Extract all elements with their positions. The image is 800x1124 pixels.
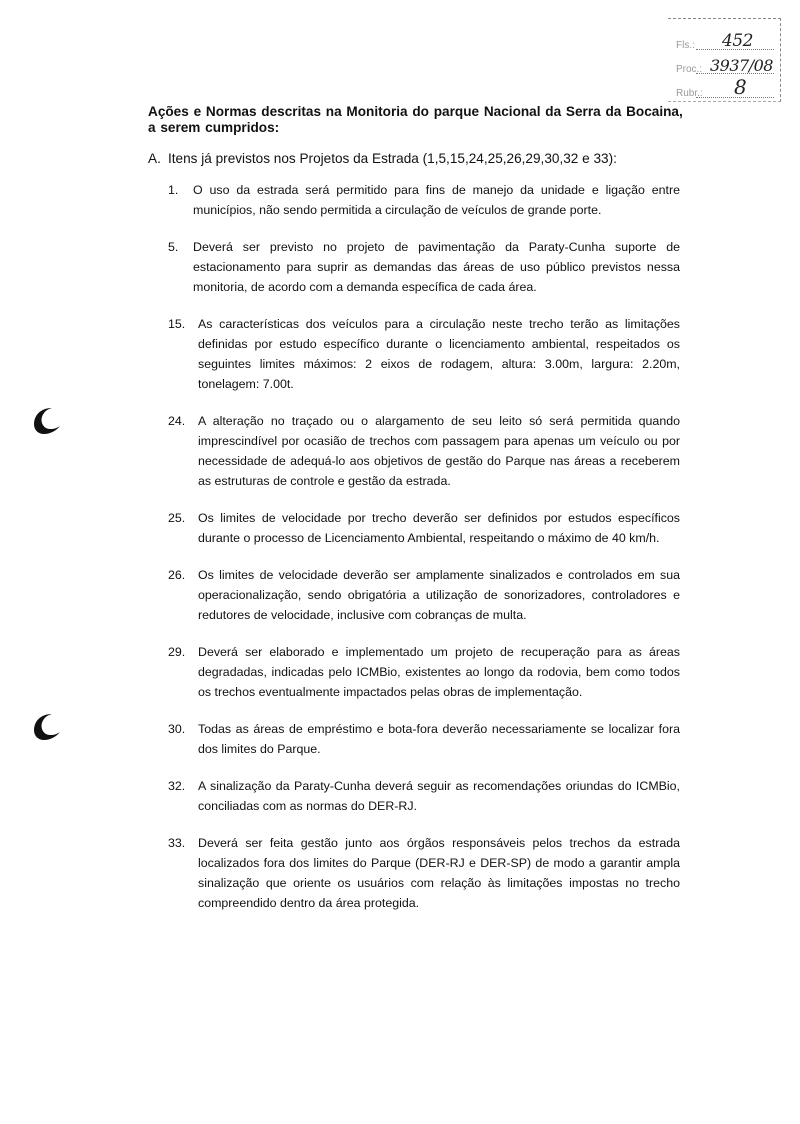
item-text: Os limites de velocidade por trecho deverão ser definidos por estudos específicos durante o processo de Licenciamento Ambiental, respeitando o máximo de 40 km/h. — [198, 511, 680, 545]
item-number: 29. — [168, 645, 186, 659]
stamp-proc-label: Proc.: — [676, 64, 703, 75]
stamp-fls-value: 452 — [722, 31, 753, 51]
list-item — [168, 565, 680, 625]
list-item — [168, 642, 680, 702]
page-stamp — [668, 18, 781, 102]
binder-hole-icon — [30, 710, 64, 744]
item-text: Deverá ser elaborado e implementado um projeto de recuperação para as áreas degradadas, indicadas pelo ICMBio, existentes ao longo da rodovia, bem como todos os trechos eventualmente impactados pelas obras de implementação. — [198, 645, 680, 699]
list-item — [168, 180, 680, 220]
item-number: 25. — [168, 511, 186, 525]
item-number: 30. — [168, 722, 186, 736]
list-item — [168, 508, 680, 548]
list-item — [168, 314, 680, 394]
items-list — [168, 180, 680, 930]
section-heading — [148, 151, 617, 166]
document-title: Ações e Normas descritas na Monitoria do parque Nacional da Serra da Bocaina, a serem cumpridos: — [148, 104, 683, 135]
item-text: Todas as áreas de empréstimo e bota-fora deverão necessariamente se localizar fora dos limites do Parque. — [198, 722, 680, 756]
item-text: Deverá ser feita gestão junto aos órgãos responsáveis pelos trechos da estrada localizados fora dos limites do Parque (DER-RJ e DER-SP) de modo a garantir ampla sinalização que oriente os usuários com relação às limitações impostas no trecho compreendido dentro da área protegida. — [198, 836, 680, 910]
item-text: A alteração no traçado ou o alargamento de seu leito só será permitida quando imprescindível por ocasião de trechos com passagem para apenas um veículo ou por necessidade de adequá-lo aos objetivos de gestão do Parque nas áreas a receberem as estruturas de controle e gestão da estrada. — [198, 414, 680, 488]
item-number: 1. — [168, 183, 179, 197]
stamp-fls-label: Fls.: — [676, 40, 695, 51]
item-text: As características dos veículos para a circulação neste trecho terão as limitações definidas por estudo específico durante o licenciamento ambiental, respeitados os seguintes limites máximos: 2 eixos de rodagem, altura: 3.00m, largura: 2.20m, tonelagem: 7.00t. — [198, 317, 680, 391]
item-text: A sinalização da Paraty-Cunha deverá seguir as recomendações oriundas do ICMBio, conciliadas com as normas do DER-RJ. — [198, 779, 680, 813]
item-number: 15. — [168, 317, 186, 331]
list-item — [168, 411, 680, 491]
stamp-rubric-value: 8 — [734, 75, 747, 99]
list-item — [168, 719, 680, 759]
binder-hole-icon — [30, 404, 64, 438]
section-heading-text: Itens já previstos nos Projetos da Estrada (1,5,15,24,25,26,29,30,32 e 33): — [168, 151, 617, 166]
item-text: Os limites de velocidade deverão ser amplamente sinalizados e controlados em sua operacionalização, sendo obrigatória a utilização de sonorizadores, controladores e redutores de velocidade, inclusive com cobranças de multa. — [198, 568, 680, 622]
stamp-proc-value: 3937/08 — [710, 56, 773, 75]
item-text: Deverá ser previsto no projeto de pavimentação da Paraty-Cunha suporte de estacionamento para suprir as demandas das áreas de uso público previstos nessa monitoria, de acordo com a demanda específica de cada área. — [193, 240, 680, 294]
item-number: 24. — [168, 414, 186, 428]
stamp-proc-row — [674, 57, 778, 77]
item-number: 32. — [168, 779, 186, 793]
item-number: 33. — [168, 836, 186, 850]
item-text: O uso da estrada será permitido para fins de manejo da unidade e ligação entre municípios, não sendo permitida a circulação de veículos de grande porte. — [193, 183, 680, 217]
list-item — [168, 833, 680, 913]
item-number: 26. — [168, 568, 186, 582]
list-item — [168, 776, 680, 816]
stamp-fls-row — [674, 33, 778, 53]
section-letter: A. — [148, 151, 161, 166]
stamp-rubric-row — [674, 75, 778, 101]
stamp-rubric-label: Rubr.: — [676, 88, 703, 99]
list-item — [168, 237, 680, 297]
item-number: 5. — [168, 240, 179, 254]
